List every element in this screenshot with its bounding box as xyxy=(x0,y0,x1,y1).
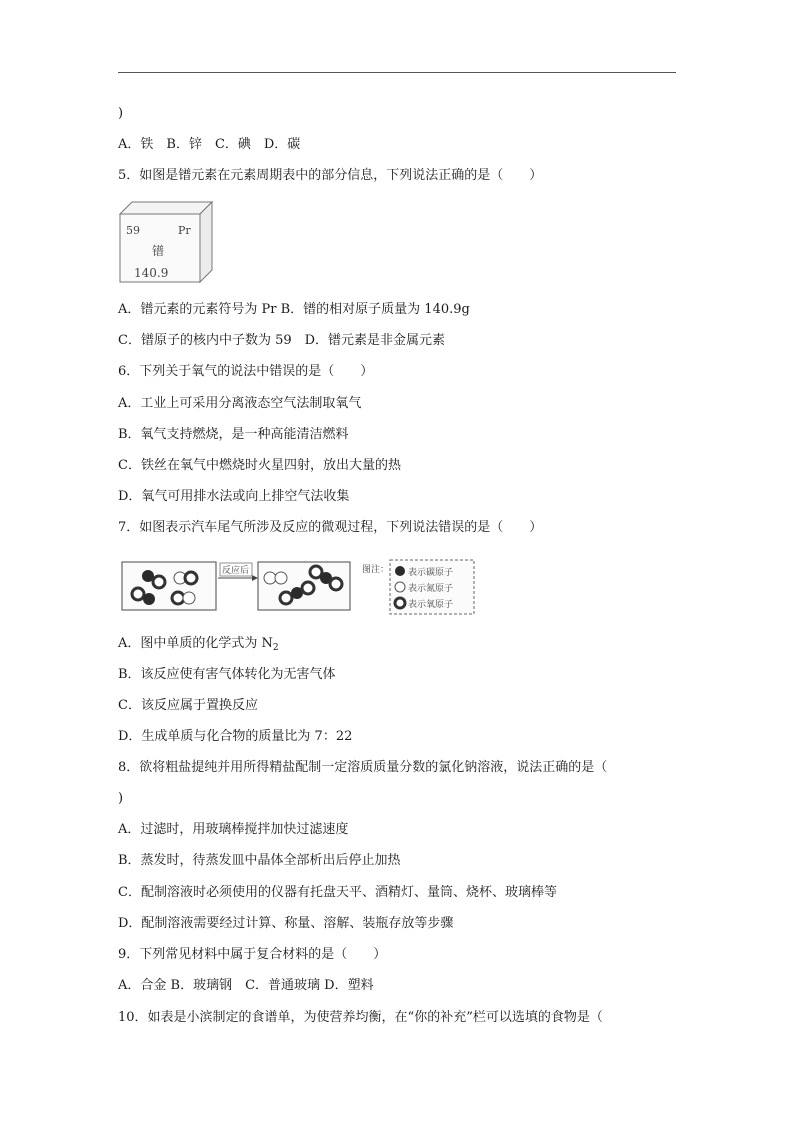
tile-symbol: Pr xyxy=(178,224,191,237)
legend-carbon: 表示碳原子 xyxy=(408,568,454,578)
tile-atomic-number: 59 xyxy=(126,224,140,237)
q5-options-cd: C．镨原子的核内中子数为 59 D．镨元素是非金属元素 xyxy=(118,333,446,348)
tile-atomic-mass: 140.9 xyxy=(134,266,169,280)
q6-option-b: B．氧气支持燃烧，是一种高能清洁燃料 xyxy=(118,427,349,442)
q7-option-a xyxy=(118,636,279,656)
q7-stem: 7．如图表示汽车尾气所涉及反应的微观过程，下列说法错误的是（ ） xyxy=(118,520,543,535)
tile-element-name: 镨 xyxy=(152,244,165,258)
q9-options: A．合金 B．玻璃钢 C．普通玻璃 D．塑料 xyxy=(118,978,374,993)
q8-option-b: B．蒸发时，待蒸发皿中晶体全部析出后停止加热 xyxy=(118,853,401,868)
legend-nitrogen: 表示氮原子 xyxy=(408,584,454,594)
q6-option-c: C．铁丝在氧气中燃烧时火星四射，放出大量的热 xyxy=(118,458,401,473)
q8-option-a: A．过滤时，用玻璃棒搅拌加快过滤速度 xyxy=(118,822,349,837)
q6-option-d: D．氧气可用排水法或向上排空气法收集 xyxy=(118,489,350,504)
q7-option-c: C．该反应属于置换反应 xyxy=(118,698,258,713)
q8-option-d: D．配制溶液需要经过计算、称量、溶解、装瓶存放等步骤 xyxy=(118,916,454,931)
q7-option-b: B．该反应使有害气体转化为无害气体 xyxy=(118,667,336,682)
q9-stem: 9．下列常见材料中属于复合材料的是（ ） xyxy=(118,947,387,962)
q6-stem: 6．下列关于氧气的说法中错误的是（ ） xyxy=(118,364,374,379)
q10-stem: 10．如表是小滨制定的食谱单，为使营养均衡，在“你的补充”栏可以选填的食物是（ xyxy=(118,1010,603,1025)
q7-option-d: D．生成单质与化合物的质量比为 7：22 xyxy=(118,729,353,744)
q8-stem: 8．欲将粗盐提纯并用所得精盐配制一定溶质质量分数的氯化钠溶液，说法正确的是（ xyxy=(118,760,608,775)
q5-stem: 5．如图是镨元素在元素周期表中的部分信息，下列说法正确的是（ ） xyxy=(118,168,543,183)
subscript-2: 2 xyxy=(272,643,279,653)
reaction-diagram xyxy=(118,556,478,618)
arrow-label: 反应后 xyxy=(222,566,250,576)
header-rule xyxy=(118,72,676,73)
q7-option-a-text: A．图中单质的化学式为 N xyxy=(118,636,273,651)
legend-title: 图注： xyxy=(362,565,390,575)
q5-options-ab: A．镨元素的元素符号为 Pr B．镨的相对原子质量为 140.9g xyxy=(118,302,470,317)
q8-close-paren: ) xyxy=(118,791,124,806)
q6-option-a: A．工业上可采用分离液态空气法制取氧气 xyxy=(118,396,362,411)
q4-close-paren: ) xyxy=(118,106,124,121)
q8-option-c: C．配制溶液时必须使用的仪器有托盘天平、酒精灯、量筒、烧杯、玻璃棒等 xyxy=(118,885,557,900)
praseodymium-element-tile xyxy=(118,200,214,284)
legend-oxygen: 表示氧原子 xyxy=(408,600,454,610)
q4-options: A．铁 B．锌 C．碘 D．碳 xyxy=(118,137,301,152)
